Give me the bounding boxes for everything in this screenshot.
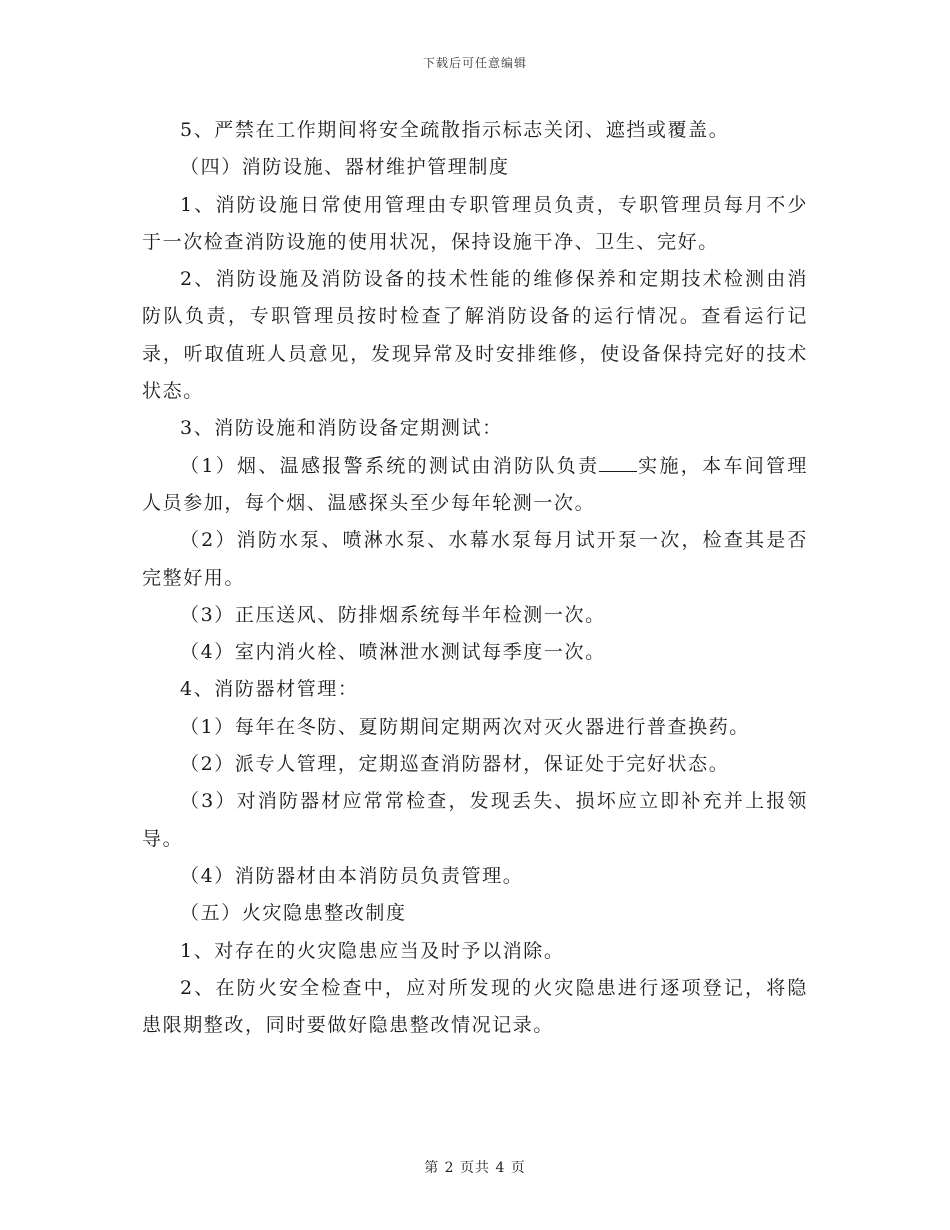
paragraph: 3、消防设施和消防设备定期测试： bbox=[180, 417, 503, 440]
document-body bbox=[142, 112, 808, 1044]
paragraph: （4）消防器材由本消防员负责管理。 bbox=[180, 864, 524, 887]
paragraph: （2）派专人管理，定期巡查消防器材，保证处于完好状态。 bbox=[180, 753, 730, 776]
page-footer: 第 2 页共 4 页 bbox=[424, 1160, 526, 1176]
paragraph-text-before-blank: （1）烟、温感报警系统的测试由消防队负责 bbox=[180, 454, 600, 477]
paragraph: （1）每年在冬防、夏防期间定期两次对灭火器进行普查换药。 bbox=[180, 715, 750, 738]
paragraph: 4、消防器材管理： bbox=[180, 678, 359, 701]
paragraph-text-after-blank: 实施，本车间管理人员参加，每个烟、温感探头至少每年轮测一次。 bbox=[142, 454, 808, 514]
section-heading: （五）火灾隐患整改制度 bbox=[180, 902, 407, 925]
page-header: 下载后可任意编辑 bbox=[422, 56, 527, 70]
paragraph: （3）对消防器材应常常检查，发现丢失、损坏应立即补充并上报领导。 bbox=[142, 790, 808, 850]
paragraph: 1、消防设施日常使用管理由专职管理员负责，专职管理员每月不少于一次检查消防设施的使用状况，保持设施干净、卫生、完好。 bbox=[142, 193, 808, 253]
paragraph: （4）室内消火栓、喷淋泄水测试每季度一次。 bbox=[180, 641, 606, 664]
paragraph bbox=[142, 448, 808, 523]
paragraph: （2）消防水泵、喷淋水泵、水幕水泵每月试开泵一次，检查其是否完整好用。 bbox=[142, 529, 808, 589]
paragraph: 1、对存在的火灾隐患应当及时予以消除。 bbox=[180, 939, 565, 962]
section-heading: （四）消防设施、器材维护管理制度 bbox=[180, 156, 510, 179]
paragraph: （3）正压送风、防排烟系统每半年检测一次。 bbox=[180, 603, 606, 626]
blank-underline bbox=[599, 453, 637, 472]
paragraph: 2、在防火安全检查中，应对所发现的火灾隐患进行逐项登记，将隐患限期整改，同时要做好隐患整改情况记录。 bbox=[142, 976, 808, 1037]
paragraph: 2、消防设施及消防设备的技术性能的维修保养和定期技术检测由消防队负责，专职管理员按时检查了解消防设备的运行情况。查看运行记录，听取值班人员意见，发现异常及时安排维修，使设备保持完好的技术状态。 bbox=[142, 268, 808, 403]
paragraph: 5、严禁在工作期间将安全疏散指示标志关闭、遮挡或覆盖。 bbox=[180, 119, 730, 141]
